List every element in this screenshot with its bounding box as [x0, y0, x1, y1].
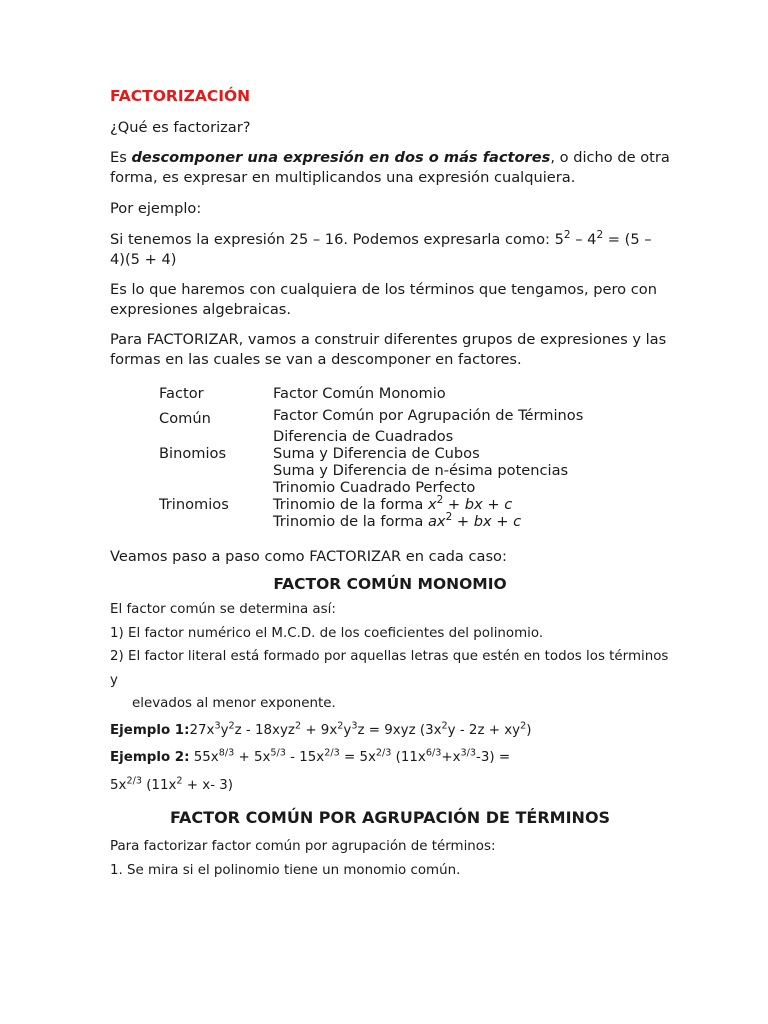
- math-term: = 5x: [339, 750, 376, 765]
- case-var: x: [427, 496, 437, 513]
- case-rest: + bx + c: [452, 513, 522, 530]
- math-term: z = 9xyz (3x: [357, 722, 442, 738]
- example-pre: Si tenemos la expresión 25 – 16. Podemos expresarla como: 5: [110, 231, 564, 248]
- exponent: 2: [441, 720, 448, 732]
- exponent: 2: [294, 720, 302, 732]
- exponent: 2: [337, 720, 344, 732]
- exponent: 2: [563, 229, 571, 242]
- math-term: + 5x: [234, 750, 271, 765]
- math-term: - 15x: [285, 750, 325, 765]
- definition-pre: Es: [110, 149, 132, 166]
- exponent: 2: [176, 775, 183, 787]
- math-term: -3) =: [476, 750, 511, 765]
- example-2-label: Ejemplo 2:: [110, 750, 190, 765]
- algebraic-paragraph: Es lo que haremos con cualquiera de los términos que tengamos, pero con expresiones algebraicas.: [110, 281, 657, 318]
- case-item: Trinomio Cuadrado Perfecto: [273, 479, 476, 496]
- math-term: +x: [441, 750, 461, 765]
- definition-emphasis: descomponer una expresión en dos o más factores: [131, 149, 551, 166]
- case-item: Suma y Diferencia de Cubos: [273, 445, 480, 462]
- groups-paragraph: Para FACTORIZAR, vamos a construir diferentes grupos de expresiones y las formas en las cuales se van a descomponer en factores.: [110, 331, 667, 368]
- case-item: Diferencia de Cuadrados: [273, 428, 454, 445]
- exponent: 6/3: [425, 747, 442, 759]
- math-term: 55x: [189, 750, 219, 765]
- example-1-label: Ejemplo 1:: [110, 722, 190, 738]
- document-title: FACTORIZACIÓN: [110, 87, 251, 105]
- math-term: z - 18xyz: [234, 722, 295, 738]
- exponent: 2/3: [126, 775, 142, 787]
- section-heading-monomio: FACTOR COMÚN MONOMIO: [273, 575, 507, 593]
- math-term: + 9x: [301, 722, 338, 738]
- category-binomios: Binomios: [159, 445, 227, 462]
- example-line: [110, 230, 670, 270]
- example-post: = (5 – 4)(5 + 4): [110, 231, 652, 268]
- exponent: 5/3: [270, 747, 286, 759]
- example-2-continuation: [110, 774, 670, 798]
- exponent: 2/3: [375, 747, 392, 759]
- definition-post: , o dicho de otra forma, es expresar en multiplicandos una expresión cualquiera.: [110, 149, 670, 186]
- section-heading-agrupacion: FACTOR COMÚN POR AGRUPACIÓN DE TÉRMINOS: [169, 808, 611, 827]
- agrupacion-step-1: 1. Se mira si el polinomio tiene un monomio común.: [110, 862, 461, 878]
- case-item-trinomio-x: [273, 496, 512, 513]
- monomio-rule-2b: elevados al menor exponente.: [132, 696, 336, 711]
- example-1: [110, 719, 670, 743]
- example-2: [110, 746, 670, 770]
- math-term: ): [526, 722, 532, 738]
- exponent: 2: [445, 511, 453, 524]
- factorization-cases-table: [159, 380, 670, 528]
- exponent: 2: [228, 720, 235, 732]
- case-item: Factor Común Monomio: [273, 385, 446, 402]
- monomio-intro: El factor común se determina así:: [110, 602, 336, 617]
- category-comun: Común: [159, 410, 211, 427]
- exponent: 3/3: [460, 747, 477, 759]
- document-page: [110, 84, 670, 882]
- exponent: 8/3: [218, 747, 235, 759]
- monomio-rule-1: 1) El factor numérico el M.C.D. de los coeficientes del polinomio.: [110, 625, 544, 641]
- exponent: 3: [351, 720, 358, 732]
- case-item: Factor Común por Agrupación de Términos: [273, 407, 584, 424]
- math-term: y: [343, 722, 352, 738]
- math-term: (11x: [141, 777, 177, 793]
- agrupacion-intro: Para factorizar factor común por agrupación de términos:: [110, 839, 496, 854]
- case-text: Trinomio de la forma: [273, 513, 428, 530]
- case-var: ax: [427, 513, 446, 530]
- math-term: 5x: [110, 777, 127, 793]
- category-factor: Factor: [159, 385, 204, 402]
- example-intro: Por ejemplo:: [110, 200, 202, 217]
- definition-paragraph: [110, 148, 670, 188]
- case-item-trinomio-ax: [273, 513, 521, 530]
- exponent: 2: [436, 494, 444, 507]
- exponent: 2: [596, 229, 604, 242]
- math-term: + x- 3): [182, 777, 234, 793]
- math-term: (11x: [391, 750, 426, 765]
- step-intro: Veamos paso a paso como FACTORIZAR en cada caso:: [110, 548, 507, 565]
- case-rest: + bx + c: [443, 496, 513, 513]
- exponent: 2/3: [324, 747, 340, 759]
- math-term: 27x: [189, 722, 215, 738]
- math-term: y: [220, 722, 229, 738]
- example-mid: – 4: [570, 231, 597, 248]
- case-text: Trinomio de la forma: [273, 496, 428, 513]
- category-trinomios: Trinomios: [159, 496, 229, 513]
- case-item: Suma y Diferencia de n-ésima potencias: [273, 462, 569, 479]
- exponent: 2: [520, 720, 527, 732]
- exponent: 3: [214, 720, 221, 732]
- math-term: y - 2z + xy: [447, 722, 521, 738]
- question-text: ¿Qué es factorizar?: [110, 119, 251, 136]
- monomio-rule-2: 2) El factor literal está formado por aquellas letras que estén en todos los términos y: [110, 649, 669, 688]
